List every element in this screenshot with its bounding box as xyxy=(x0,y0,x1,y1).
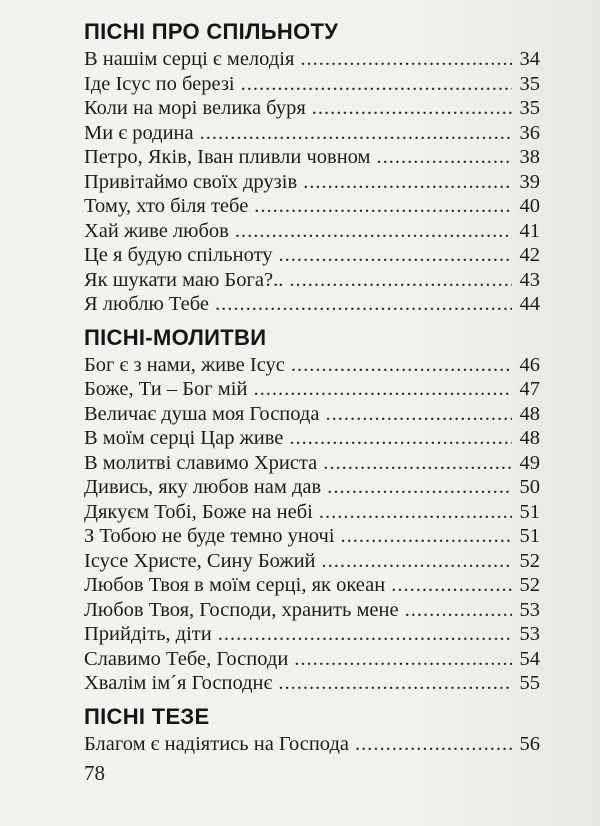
entry-page-number: 40 xyxy=(519,195,540,217)
toc-entry xyxy=(84,647,540,672)
entry-title: Любов Твоя в моїм серці, як океан xyxy=(84,574,386,596)
entry-page-number: 36 xyxy=(519,121,540,144)
dot-leader xyxy=(289,268,512,293)
toc-entry xyxy=(84,402,540,427)
section-heading: ПІСНІ ТЕЗЕ xyxy=(84,703,210,729)
dot-leader xyxy=(218,622,512,647)
entry-page-number: 48 xyxy=(519,402,540,425)
entry-title: З Тобою не буде темно уночі xyxy=(84,525,335,547)
entry-title: Дивись, яку любов нам дав xyxy=(84,476,322,498)
table-of-contents xyxy=(84,17,540,756)
dot-leader xyxy=(215,292,512,317)
toc-entry xyxy=(84,353,540,378)
entry-title: Славимо Тебе, Господи xyxy=(84,647,289,670)
toc-entry xyxy=(84,573,540,598)
toc-entry xyxy=(84,96,540,121)
dot-leader xyxy=(312,96,512,121)
entry-title: В нашім серці є мелодія xyxy=(84,48,295,70)
dot-leader xyxy=(254,194,512,219)
entry-title: Коли на морі велика буря xyxy=(84,97,306,119)
entry-page-number: 35 xyxy=(519,72,540,95)
entry-title: Петро, Яків, Іван пливли човном xyxy=(84,146,371,168)
dot-leader xyxy=(200,121,512,146)
dot-leader xyxy=(300,47,512,72)
entry-page-number: 51 xyxy=(519,525,540,547)
entry-title: Бог є з нами, живе Ісус xyxy=(84,353,285,376)
entry-page-number: 50 xyxy=(519,476,540,498)
entry-title: Я люблю Тебе xyxy=(84,293,210,315)
entry-page-number: 42 xyxy=(519,244,540,266)
toc-entry xyxy=(84,524,540,549)
dot-leader xyxy=(235,219,512,244)
section-heading: ПІСНІ ПРО СПІЛЬНОТУ xyxy=(84,19,339,44)
toc-entry xyxy=(84,671,540,696)
toc-entry xyxy=(84,598,540,623)
dot-leader xyxy=(322,549,512,574)
toc-entry xyxy=(84,475,540,500)
dot-leader xyxy=(355,732,512,757)
entry-page-number: 43 xyxy=(519,268,540,291)
dot-leader xyxy=(294,647,512,672)
dot-leader xyxy=(319,500,512,525)
entry-page-number: 55 xyxy=(519,672,540,694)
entry-page-number: 34 xyxy=(519,48,540,70)
entry-title: Величає душа моя Господа xyxy=(84,402,320,425)
entry-page-number: 44 xyxy=(519,293,540,315)
entry-page-number: 56 xyxy=(519,732,540,755)
entry-title: В молитві славимо Христа xyxy=(84,451,318,474)
dot-leader xyxy=(278,671,512,696)
dot-leader xyxy=(279,243,512,268)
entry-page-number: 54 xyxy=(519,647,540,670)
dot-leader xyxy=(303,170,512,195)
entry-title: Хай живе любов xyxy=(84,219,229,242)
entry-page-number: 46 xyxy=(519,353,540,376)
toc-entry xyxy=(84,47,540,72)
entry-page-number: 53 xyxy=(519,598,540,621)
entry-page-number: 39 xyxy=(519,170,540,193)
toc-entry xyxy=(84,170,540,195)
toc-entry xyxy=(84,377,540,402)
page-number: 78 xyxy=(84,761,105,785)
entry-title: Ісусе Христе, Сину Божий xyxy=(84,549,316,572)
toc-entry xyxy=(84,268,540,293)
entry-page-number: 51 xyxy=(519,500,540,523)
toc-entry xyxy=(84,732,540,757)
entry-title: Любов Твоя, Господи, хранить мене xyxy=(84,598,399,621)
entry-page-number: 52 xyxy=(519,549,540,572)
entry-page-number: 41 xyxy=(519,219,540,242)
entry-title: Іде Ісус по березі xyxy=(84,72,235,95)
dot-leader xyxy=(289,426,512,451)
entry-page-number: 38 xyxy=(519,146,540,168)
dot-leader xyxy=(405,598,512,623)
entry-title: Це я будую спільноту xyxy=(84,244,273,266)
dot-leader xyxy=(341,524,512,549)
toc-entry xyxy=(84,121,540,146)
entry-title: Благом є надіятись на Господа xyxy=(84,732,349,755)
section-heading: ПІСНІ-МОЛИТВИ xyxy=(84,324,267,350)
entry-title: Прийдіть, діти xyxy=(84,623,212,645)
entry-title: Привітаймо своїх друзів xyxy=(84,170,298,193)
dot-leader xyxy=(323,451,512,476)
toc-entry xyxy=(84,194,540,219)
entry-title: Хвалім ім´я Господнє xyxy=(84,672,273,694)
dot-leader xyxy=(325,402,512,427)
toc-entry xyxy=(84,219,540,244)
toc-entry xyxy=(84,72,540,97)
entry-page-number: 48 xyxy=(519,427,540,449)
dot-leader xyxy=(253,377,512,402)
entry-page-number: 53 xyxy=(519,623,540,645)
entry-title: Ми є родина xyxy=(84,121,194,144)
toc-entry xyxy=(84,622,540,647)
entry-page-number: 52 xyxy=(519,574,540,596)
entry-title: Як шукати маю Бога?.. xyxy=(84,268,284,291)
toc-entry xyxy=(84,243,540,268)
toc-entry xyxy=(84,426,540,451)
toc-entry xyxy=(84,500,540,525)
entry-page-number: 35 xyxy=(519,97,540,119)
entry-title: Боже, Ти – Бог мій xyxy=(84,378,248,400)
dot-leader xyxy=(291,353,512,378)
dot-leader xyxy=(391,573,512,598)
toc-entry xyxy=(84,549,540,574)
toc-entry xyxy=(84,451,540,476)
entry-title: Дякуєм Тобі, Боже на небі xyxy=(84,500,313,523)
dot-leader xyxy=(241,72,512,97)
toc-entry xyxy=(84,145,540,170)
entry-title: Тому, хто біля тебе xyxy=(84,195,249,217)
toc-entry xyxy=(84,292,540,317)
entry-page-number: 47 xyxy=(519,378,540,400)
entry-page-number: 49 xyxy=(519,451,540,474)
dot-leader xyxy=(377,145,513,170)
entry-title: В моїм серці Цар живе xyxy=(84,427,284,449)
dot-leader xyxy=(327,475,512,500)
